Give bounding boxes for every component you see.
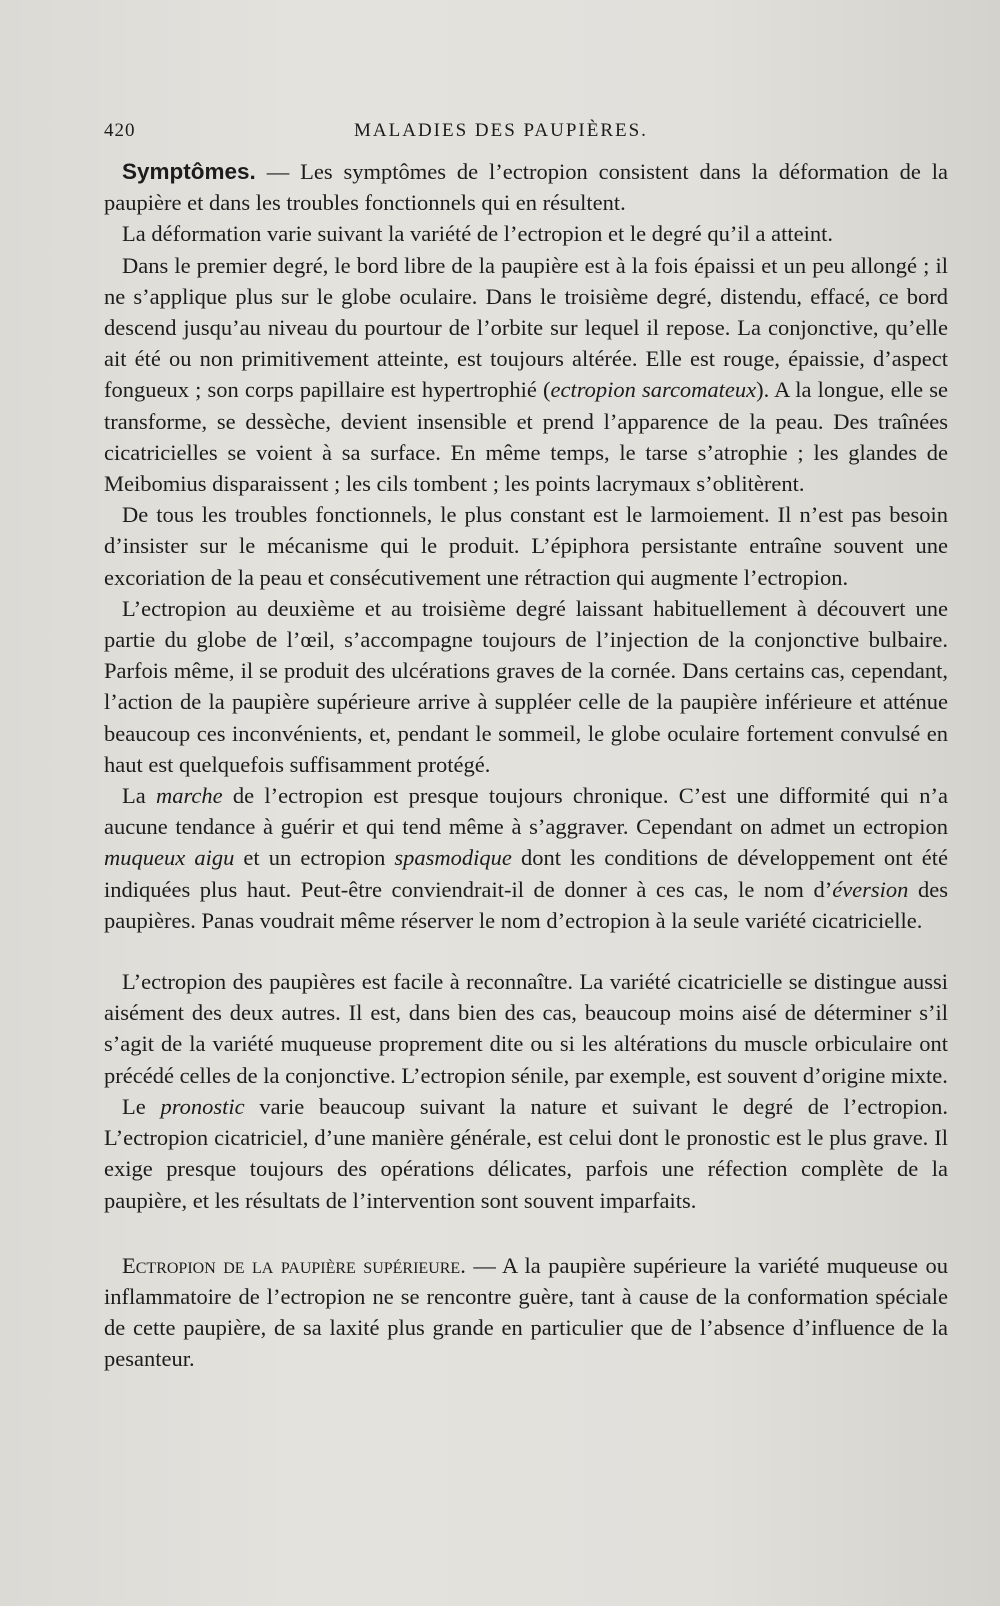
paragraph-text: des paupières. Panas voudrait même réserver le nom d’ectropion à la seule variété cicatricielle. bbox=[104, 876, 948, 933]
paragraph-text: de l’ectropion est presque toujours chronique. C’est une difformité qui n’a aucune tendance à guérir et qui tend même à s’aggraver. Cependant on admet un ectropion bbox=[104, 783, 948, 840]
italic-term: pronostic bbox=[160, 1093, 245, 1119]
paragraph-pronostic bbox=[104, 1091, 948, 1216]
paragraph-text: L’ectropion au deuxième et au troisième degré laissant habituellement à découvert une partie du globe de l’œil, s’accompagne toujours de l’injection de la conjonctive bulbaire. Parfois même, il se produit des ulcérations graves de la cornée. Dans certains cas, cependant, l’action de la paupière supérieure arrive à suppléer celle de la paupière inférieure et atténue beaucoup ces inconvénients, et, pendant le sommeil, le globe oculaire fortement convulsé en haut est quelquefois suffisamment protégé. bbox=[104, 595, 948, 777]
paragraph-text: La bbox=[122, 783, 156, 809]
body-text bbox=[104, 156, 948, 1375]
paragraph-text: La déformation varie suivant la variété de l’ectropion et le degré qu’il a atteint. bbox=[122, 221, 833, 247]
paragraph-symptoms bbox=[104, 156, 948, 218]
section-heading-symptoms: Symptômes. bbox=[122, 159, 256, 184]
italic-term: spasmodique bbox=[394, 845, 512, 871]
paragraph-larmoiement bbox=[104, 499, 948, 593]
paragraph-diagnostic bbox=[104, 966, 948, 1091]
paragraph-second-degree bbox=[104, 593, 948, 780]
paragraph-text: ). A la longue, elle se transforme, se dessèche, devient insensible et prend l’apparence de la peau. Des traînées cicatricielles se voient à sa surface. En même temps, le tarse s’atrophie ; les glandes de Meibomius disparaissent ; les cils tombent ; les points lacrymaux s’oblitèrent. bbox=[104, 377, 948, 497]
italic-term: marche bbox=[156, 783, 223, 809]
paragraph-text: et un ectropion bbox=[234, 845, 395, 871]
page-number: 420 bbox=[104, 120, 136, 141]
italic-term: muqueux aigu bbox=[104, 845, 235, 871]
italic-term: ectropion sarcomateux bbox=[550, 377, 757, 403]
paragraph-text: Dans le premier degré, le bord libre de la paupière est à la fois épaissi et un peu allongé ; il ne s’applique plus sur le globe oculaire. Dans le troisième degré, distendu, effacé, ce bord descend jusqu’au niveau du pourtour de l’orbite sur lequel il repose. La conjonctive, qu’elle ait été ou non primitivement atteinte, est toujours altérée. Elle est rouge, épaissie, d’aspect fongueux ; son corps papillaire est hypertrophié ( bbox=[104, 252, 948, 403]
paragraph-text: L’ectropion des paupières est facile à reconnaître. La variété cicatricielle se distingue aussi aisément des deux autres. Il est, dans bien des cas, beaucoup moins aisé de déterminer s’il s’agit de la variété muqueuse proprement dite ou si les altérations du muscle orbiculaire ont précédé celles de la conjonctive. L’ectropion sénile, par exemple, est souvent d’origine mixte. bbox=[104, 969, 948, 1088]
paragraph-text: De tous les troubles fonctionnels, le plus constant est le larmoiement. Il n’est pas besoin d’insister sur le mécanisme qui le produit. L’épiphora persistante entraîne souvent une excoriation de la peau et consécutivement une rétraction qui augmente l’ectropion. bbox=[104, 502, 948, 590]
paragraph-text: — Les symptômes de l’ectropion consistent dans la déformation de la paupière et dans les troubles fonctionnels qui en résultent. bbox=[104, 159, 948, 216]
paragraph-text: dont les conditions de développement ont été indiquées plus haut. Peut-être conviendrait-il de donner à ces cas, le nom d’ bbox=[104, 845, 948, 902]
running-title: MALADIES DES PAUPIÈRES. bbox=[354, 120, 648, 141]
paragraph-text: Le bbox=[122, 1093, 161, 1119]
paragraph-upper-eyelid bbox=[104, 1250, 948, 1375]
paragraph-first-degree bbox=[104, 250, 948, 500]
paragraph-text: varie beaucoup suivant la nature et suivant le degré de l’ectropion. L’ectropion cicatriciel, d’une manière générale, est celui dont le pronostic est le plus grave. Il exige presque toujours des opérations délicates, parfois une réfection complète de la paupière, et les résultats de l’intervention sont souvent imparfaits. bbox=[104, 1093, 948, 1213]
paragraph-deformation bbox=[104, 218, 948, 249]
paragraph-marche bbox=[104, 780, 948, 936]
paragraph-text: — A la paupière supérieure la variété muqueuse ou inflammatoire de l’ectropion ne se rencontre guère, tant à cause de la conformation spéciale de cette paupière, de sa laxité plus grande en particulier que de l’absence d’influence de la pesanteur. bbox=[104, 1252, 948, 1372]
italic-term: éversion bbox=[832, 876, 909, 902]
section-heading-upper-eyelid: Ectropion de la paupière supérieure. bbox=[122, 1252, 466, 1278]
page-header bbox=[104, 120, 948, 142]
